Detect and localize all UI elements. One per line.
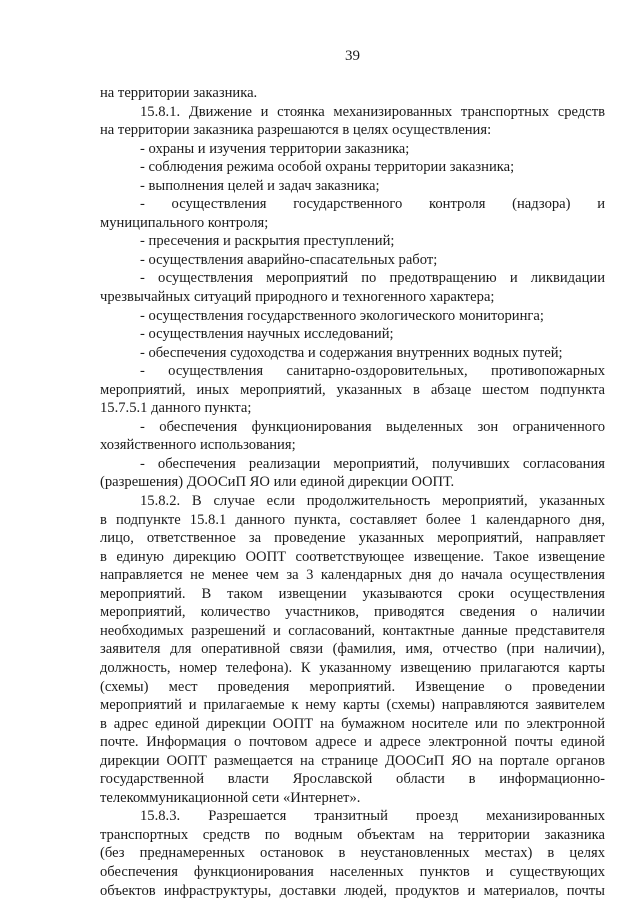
text-line: - осуществления государственного контроля (надзора) и (140, 196, 605, 213)
text-line: - охраны и изучения территории заказника; (140, 140, 410, 157)
text-line: почте. Информация о почтовом адресе и адресе электронной почты единой (100, 734, 605, 751)
text-line: - пресечения и раскрытия преступлений; (140, 233, 395, 250)
text-line: - осуществления мероприятий по предотвращению и ликвидации (140, 270, 605, 287)
text-line: чрезвычайных ситуаций природного и техногенного характера; (100, 289, 495, 306)
text-line: мероприятий. В таком извещении указываются сроки осуществления (100, 585, 605, 602)
text-line: лицо, ответственное за проведение указанных мероприятий, направляет (100, 530, 605, 547)
text-line: - выполнения целей и задач заказника; (140, 177, 380, 194)
text-line: в подпункте 15.8.1 данного пункта, составляет более 1 календарного дня, (100, 511, 605, 528)
text-line: должность, номер телефона). К указанному извещению прилагаются карты (100, 659, 605, 676)
text-line: в единую дирекцию ООПТ соответствующее извещение. Такое извещение (100, 548, 605, 565)
text-line: в адрес единой дирекции ООПТ на бумажном носителе или по электронной (100, 715, 605, 732)
text-line: мероприятий, иных мероприятий, указанных в абзаце шестом подпункта (100, 381, 605, 398)
text-line: телекоммуникационной сети «Интернет». (100, 789, 361, 806)
text-line: муниципального контроля; (100, 214, 269, 231)
text-line: транспортных средств по водным объектам на территории заказника (100, 826, 605, 843)
text-line: 15.7.5.1 данного пункта; (100, 400, 252, 417)
text-line: государственной власти Ярославской области в информационно- (100, 771, 605, 788)
text-line: мероприятий, количество участников, приводятся сведения о наличии (100, 604, 605, 621)
text-line: обеспечения функционирования населенных пунктов и существующих (100, 863, 605, 880)
page-number: 39 (345, 48, 360, 64)
text-line: - осуществления аварийно-спасательных работ; (140, 251, 438, 268)
text-line: - обеспечения реализации мероприятий, получивших согласования (140, 455, 605, 472)
text-line: 15.8.2. В случае если продолжительность мероприятий, указанных (140, 493, 605, 510)
text-line: направляется не менее чем за 3 календарных дня до начала осуществления (100, 567, 605, 584)
text-line: - осуществления государственного экологического мониторинга; (140, 307, 544, 324)
text-line: на территории заказника разрешаются в целях осуществления: (100, 122, 492, 139)
text-line: (разрешения) ДООСиП ЯО или единой дирекции ООПТ. (100, 474, 455, 491)
text-line: на территории заказника. (100, 85, 258, 101)
text-line: 15.8.1. Движение и стоянка механизированных транспортных средств (140, 103, 605, 120)
text-line: - осуществления санитарно-оздоровительных, противопожарных (140, 363, 605, 380)
text-line: - осуществления научных исследований; (140, 326, 394, 343)
text-line: - обеспечения функционирования выделенных зон ограниченного (140, 418, 605, 435)
text-line: дирекции ООПТ размещается на странице ДООСиП ЯО на портале органов (100, 752, 605, 769)
text-line: (без преднамеренных остановок в неустановленных местах) в целях (100, 845, 605, 862)
text-line: необходимых разрешений и согласований, контактные данные представителя (100, 622, 605, 639)
document-body (100, 84, 605, 900)
text-line: заявителя для оперативной связи (фамилия, имя, отчество (при наличии), (100, 641, 605, 658)
text-line: объектов инфраструктуры, доставки людей, продуктов и материалов, почты (100, 882, 605, 899)
text-line: (схемы) мест проведения мероприятий. Извещение о проведении (100, 678, 605, 695)
text-line: хозяйственного использования; (100, 437, 296, 454)
text-line: мероприятий и прилагаемые к нему карты (схемы) направляются заявителем (100, 697, 605, 714)
text-line: - соблюдения режима особой охраны территории заказника; (140, 159, 515, 176)
text-line: 15.8.3. Разрешается транзитный проезд механизированных (140, 808, 605, 825)
text-line: - обеспечения судоходства и содержания внутренних водных путей; (140, 344, 563, 361)
